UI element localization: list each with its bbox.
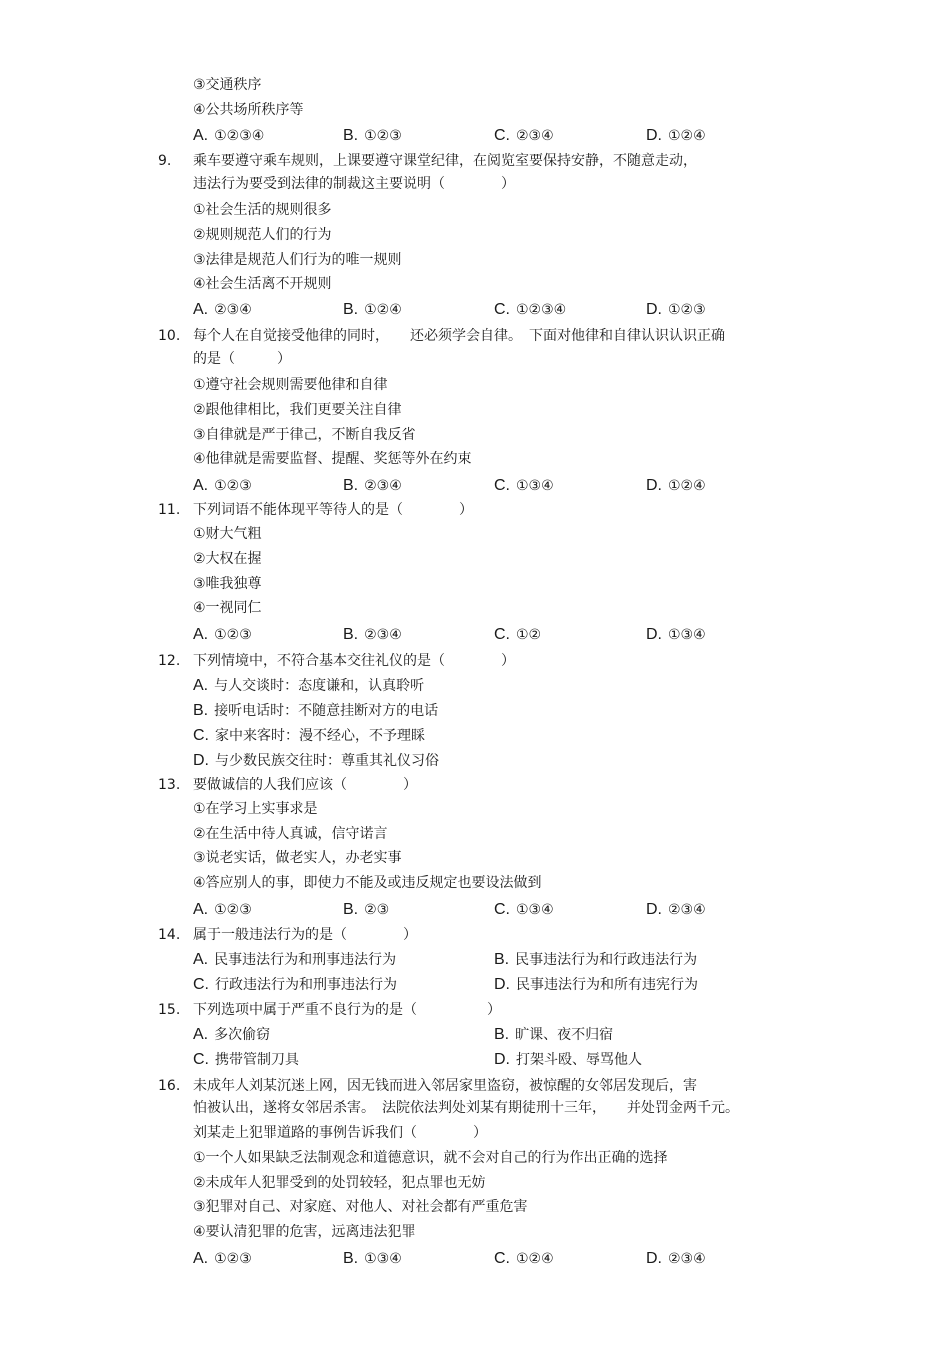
option-b[interactable]: B. ①③④ (343, 1250, 402, 1267)
option-a[interactable]: A. ①②③④ (193, 127, 265, 144)
item-line: ②规则规范人们的行为 (193, 227, 332, 243)
item-line: ③自律就是严于律己，不断自我反省 (193, 427, 416, 443)
item-line: ②跟他律相比，我们更要关注自律 (193, 402, 402, 418)
item-line: ③交通秩序 (193, 77, 262, 93)
option-c[interactable]: C. 行政违法行为和刑事违法行为 (193, 976, 397, 993)
option-b[interactable]: B. 民事违法行为和行政违法行为 (494, 951, 698, 968)
option-a[interactable]: A. 多次偷窃 (193, 1026, 271, 1043)
option-b[interactable]: B. ①②③ (343, 127, 402, 144)
question-number: 16. (158, 1078, 181, 1094)
option-b[interactable]: B. ②③ (343, 901, 390, 918)
question-number: 15. (158, 1002, 181, 1018)
option-a[interactable]: A. 民事违法行为和刑事违法行为 (193, 951, 397, 968)
option-d[interactable]: D. ①②④ (646, 477, 706, 494)
item-line: ④公共场所秩序等 (193, 102, 304, 118)
question-stem: 的是（ ） (193, 351, 291, 367)
question-stem: 每个人在自觉接受他律的同时， 还必须学会自律。 下面对他律和自律认识认识正确 (193, 328, 725, 344)
item-line: ②大权在握 (193, 551, 262, 567)
question-stem: 属于一般违法行为的是（ ） (193, 927, 417, 943)
question-number: 13. (158, 777, 181, 793)
option-a[interactable]: A. ②③④ (193, 301, 252, 318)
item-line: ①一个人如果缺乏法制观念和道德意识，就不会对自己的行为作出正确的选择 (193, 1150, 668, 1166)
question-stem: 未成年人刘某沉迷上网，因无钱而进入邻居家里盗窃，被惊醒的女邻居发现后，害 (193, 1078, 697, 1094)
option-d[interactable]: D. 民事违法行为和所有违宪行为 (494, 976, 698, 993)
question-number: 12. (158, 653, 181, 669)
question-stem: 要做诚信的人我们应该（ ） (193, 777, 417, 793)
question-number: 14. (158, 927, 181, 943)
option-d[interactable]: D. ②③④ (646, 1250, 706, 1267)
option-b[interactable]: B. ②③④ (343, 477, 402, 494)
question-stem: 怕被认出，遂将女邻居杀害。 法院依法判处刘某有期徒刑十三年， 并处罚金两千元。 (193, 1100, 739, 1116)
item-line: ④一视同仁 (193, 600, 262, 616)
option-c[interactable]: C. ②③④ (494, 127, 554, 144)
option-d[interactable]: D. 打架斗殴、辱骂他人 (494, 1051, 642, 1068)
item-line: ①财大气粗 (193, 526, 262, 542)
question-number: 9. (158, 153, 172, 169)
item-line: ①遵守社会规则需要他律和自律 (193, 377, 388, 393)
option-b[interactable]: B. 旷课、夜不归宿 (494, 1026, 614, 1043)
option-b[interactable]: B. 接听电话时：不随意挂断对方的电话 (193, 702, 439, 719)
option-c[interactable]: C. 携带管制刀具 (193, 1051, 299, 1068)
question-stem: 下列选项中属于严重不良行为的是（ ） (193, 1002, 501, 1018)
question-number: 11. (158, 502, 181, 518)
question-number: 10. (158, 328, 181, 344)
item-line: ④要认清犯罪的危害，远离违法犯罪 (193, 1224, 416, 1240)
item-line: ③说老实话，做老实人，办老实事 (193, 850, 402, 866)
option-c[interactable]: C. ①③④ (494, 477, 554, 494)
item-line: ③法律是规范人们行为的唯一规则 (193, 252, 402, 268)
option-d[interactable]: D. ①③④ (646, 626, 706, 643)
item-line: ④答应别人的事，即使力不能及或违反规定也要设法做到 (193, 875, 542, 891)
item-line: ①在学习上实事求是 (193, 801, 318, 817)
option-c[interactable]: C. ①②③④ (494, 301, 567, 318)
option-d[interactable]: D. ①②③ (646, 301, 706, 318)
option-c[interactable]: C. 家中来客时：漫不经心，不予理睬 (193, 727, 425, 744)
option-a[interactable]: A. ①②③ (193, 901, 252, 918)
question-stem: 刘某走上犯罪道路的事例告诉我们（ ） (193, 1125, 487, 1141)
option-c[interactable]: C. ①②④ (494, 1250, 554, 1267)
question-stem: 下列词语不能体现平等待人的是（ ） (193, 502, 473, 518)
question-stem: 乘车要遵守乘车规则，上课要遵守课堂纪律，在阅览室要保持安静，不随意走动， (193, 153, 697, 169)
item-line: ②在生活中待人真诚，信守诺言 (193, 826, 388, 842)
option-d[interactable]: D. 与少数民族交往时：尊重其礼仪习俗 (193, 752, 439, 769)
option-a[interactable]: A. ①②③ (193, 1250, 252, 1267)
option-b[interactable]: B. ①②④ (343, 301, 402, 318)
option-c[interactable]: C. ①② (494, 626, 542, 643)
item-line: ②未成年人犯罪受到的处罚较轻，犯点罪也无妨 (193, 1175, 486, 1191)
item-line: ④社会生活离不开规则 (193, 276, 332, 292)
item-line: ③犯罪对自己、对家庭、对他人、对社会都有严重危害 (193, 1199, 528, 1215)
option-a[interactable]: A. 与人交谈时：态度谦和，认真聆听 (193, 677, 425, 694)
question-stem: 下列情境中，不符合基本交往礼仪的是（ ） (193, 653, 515, 669)
item-line: ③唯我独尊 (193, 576, 262, 592)
item-line: ①社会生活的规则很多 (193, 202, 332, 218)
option-a[interactable]: A. ①②③ (193, 477, 252, 494)
option-d[interactable]: D. ①②④ (646, 127, 706, 144)
item-line: ④他律就是需要监督、提醒、奖惩等外在约束 (193, 451, 472, 467)
option-d[interactable]: D. ②③④ (646, 901, 706, 918)
option-b[interactable]: B. ②③④ (343, 626, 402, 643)
question-stem: 违法行为要受到法律的制裁这主要说明（ ） (193, 176, 515, 192)
option-a[interactable]: A. ①②③ (193, 626, 252, 643)
option-c[interactable]: C. ①③④ (494, 901, 554, 918)
